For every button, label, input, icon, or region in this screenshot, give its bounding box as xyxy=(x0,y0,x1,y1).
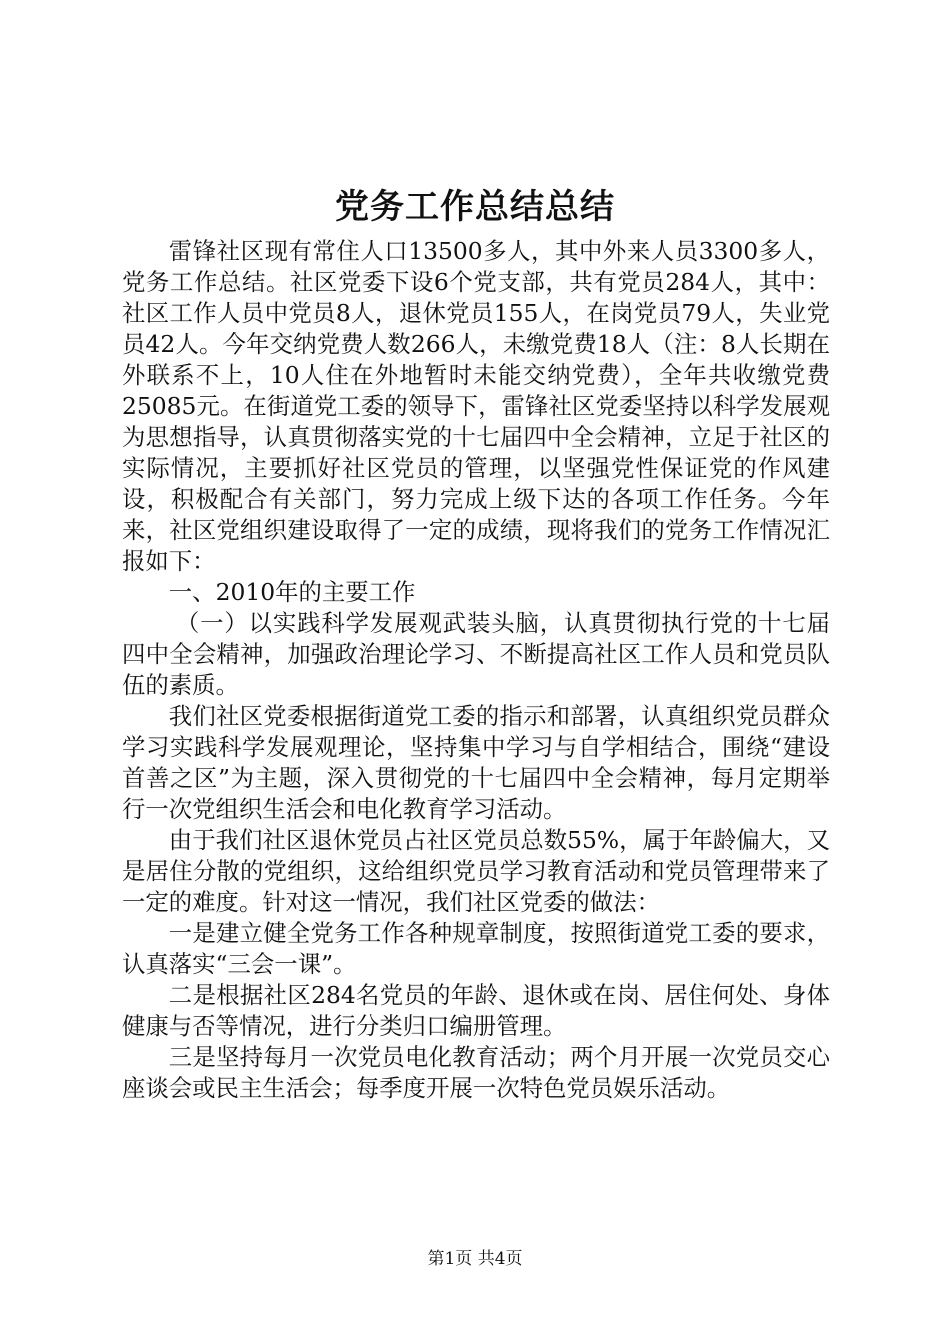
page-number-footer: 第1页 共4页 xyxy=(427,1249,523,1269)
paragraph-measure-three: 三是坚持每月一次党员电化教育活动；两个月开展一次党员交心座谈会或民主生活会；每季度开展一次特色党员娱乐活动。 xyxy=(122,1043,830,1102)
paragraph-measure-two: 二是根据社区284名党员的年龄、退休或在岗、居住何处、身体健康与否等情况，进行分类归口编册管理。 xyxy=(122,981,830,1040)
paragraph-retired-members: 由于我们社区退休党员占社区党员总数55%，属于年龄偏大，又是居住分散的党组织，这给组织党员学习教育活动和党员管理带来了一定的难度。针对这一情况，我们社区党委的做法： xyxy=(122,826,830,916)
section-heading: 一、2010年的主要工作 xyxy=(168,578,416,606)
document-title: 党务工作总结总结 xyxy=(335,187,615,227)
document-body xyxy=(122,236,830,1104)
paragraph-intro: 雷锋社区现有常住人口13500多人，其中外来人员3300多人，党务工作总结。社区党委下设6个党支部，共有党员284人，其中：社区工作人员中党员8人，退休党员155人，在岗党员79人，失业党员42人。今年交纳党费人数266人，未缴党费18人（注：8人长期在外联系不上，10人住在外地暂时未能交纳党费），全年共收缴党费25085元。在街道党工委的领导下，雷锋社区党委坚持以科学发展观为思想指导，认真贯彻落实党的十七届四中全会精神，立足于社区的实际情况，主要抓好社区党员的管理，以坚强党性保证党的作风建设，积极配合有关部门，努力完成上级下达的各项工作任务。今年来，社区党组织建设取得了一定的成绩，现将我们的党务工作情况汇报如下： xyxy=(122,237,830,575)
paragraph-study: 我们社区党委根据街道党工委的指示和部署，认真组织党员群众学习实践科学发展观理论，坚持集中学习与自学相结合，围绕“建设首善之区”为主题，深入贯彻党的十七届四中全会精神，每月定期举行一次党组织生活会和电化教育学习活动。 xyxy=(122,702,830,823)
subsection-heading: （一）以实践科学发展观武装头脑，认真贯彻执行党的十七届四中全会精神，加强政治理论学习、不断提高社区工作人员和党员队伍的素质。 xyxy=(122,609,830,699)
paragraph-measure-one: 一是建立健全党务工作各种规章制度，按照街道党工委的要求，认真落实“三会一课”。 xyxy=(122,919,830,978)
